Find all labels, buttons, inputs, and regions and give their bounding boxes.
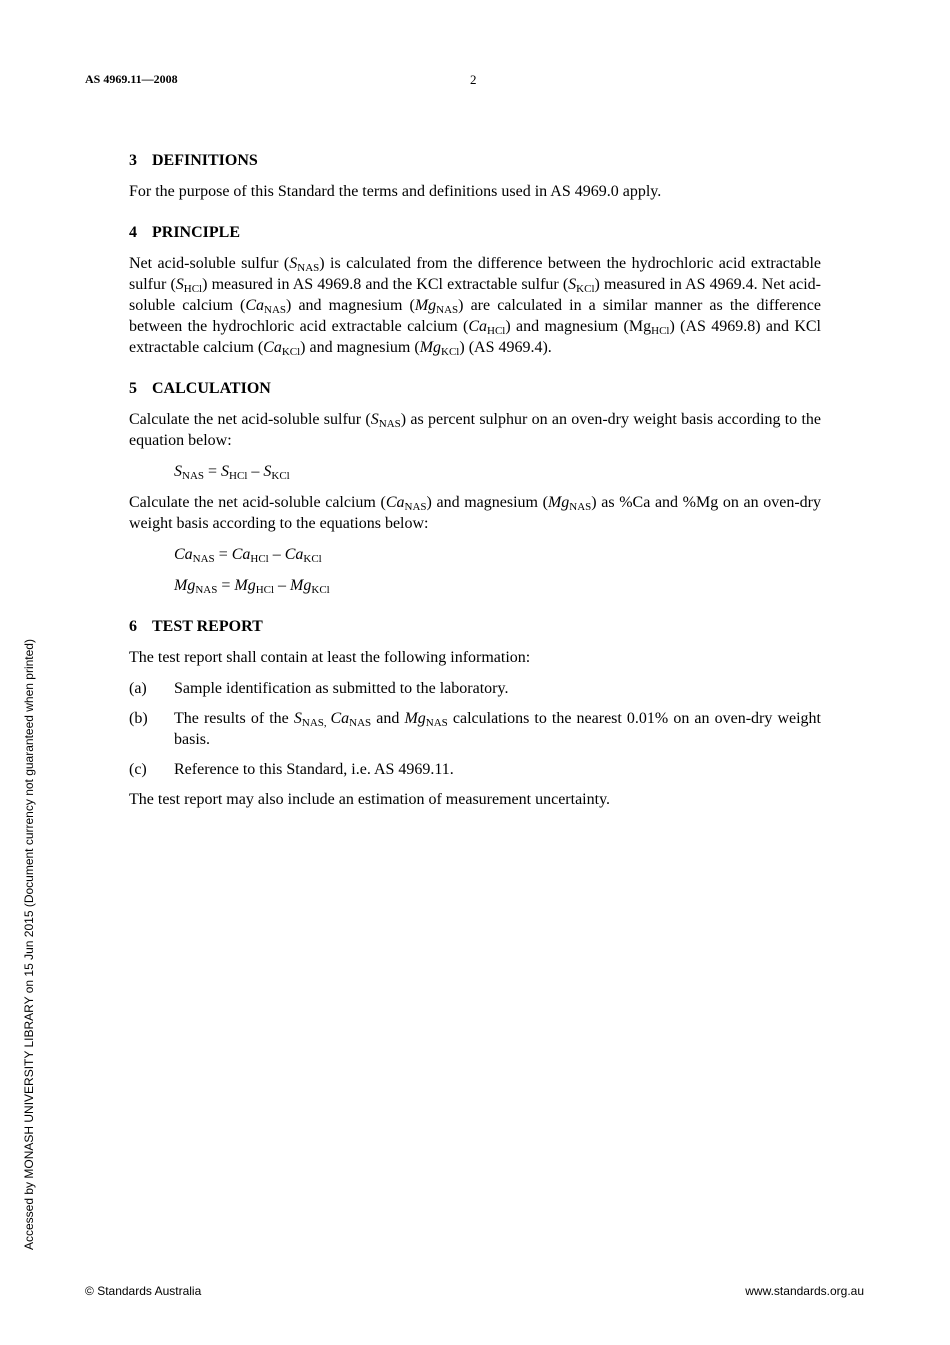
section-test-report: [129, 616, 821, 810]
page-body: [129, 150, 821, 830]
section-definitions: [129, 150, 821, 202]
section-heading: [129, 222, 821, 243]
definitions-text: For the purpose of this Standard the terms and definitions used in AS 4969.0 apply.: [129, 183, 662, 200]
section-heading: [129, 378, 821, 399]
section-principle: [129, 222, 821, 358]
list-item: [129, 678, 821, 699]
list-item: [129, 759, 821, 780]
section-title: CALCULATION: [152, 380, 271, 397]
footer-copyright: [85, 1284, 201, 1298]
section-number: 3: [129, 152, 137, 169]
page-number: 2: [470, 72, 477, 87]
section-title: DEFINITIONS: [152, 152, 258, 169]
list-item-label: (c): [129, 761, 147, 778]
copyright-icon: ©: [85, 1284, 94, 1298]
list-item-label: (b): [129, 710, 148, 727]
footer-publisher: Standards Australia: [97, 1284, 202, 1298]
list-item-label: (a): [129, 680, 147, 697]
section-heading: [129, 150, 821, 171]
list-item: [129, 708, 821, 750]
list-item-text: Reference to this Standard, i.e. AS 4969.11.: [174, 761, 454, 778]
equation-calcium: $Ca_{NAS} = Ca_{HCl} - Ca_{KCl}$: [174, 546, 322, 565]
section-title: TEST REPORT: [152, 618, 263, 635]
list-item-text: The results of the $S_{NAS,}$ $Ca_{NAS}$ and $Mg_{NAS}$ calculations to the nearest 0.01% on an oven-dry weight basis.: [174, 710, 822, 748]
list-item-text: Sample identification as submitted to the laboratory.: [174, 680, 509, 697]
section-number: 6: [129, 618, 137, 635]
section-title: PRINCIPLE: [152, 224, 241, 241]
equation-magnesium: $Mg_{NAS} = Mg_{HCl} - Mg_{KCl}$: [174, 577, 330, 596]
section-heading: [129, 616, 821, 637]
access-watermark: Accessed by MONASH UNIVERSITY LIBRARY on 15 Jun 2015 (Document currency not guaranteed when printed): [22, 639, 36, 1250]
equation-sulfur: $S_{NAS} = S_{HCl} - S_{KCl}$: [174, 463, 290, 482]
section-number: 5: [129, 380, 137, 397]
calculation-sulfur-text: Calculate the net acid-soluble sulfur $(S_{NAS})$ as percent sulphur on an oven-dry weight basis according to the equation below:: [129, 411, 822, 449]
section-number: 4: [129, 224, 137, 241]
footer-website-link[interactable]: www.standards.org.au: [745, 1284, 864, 1298]
calculation-ca-mg-text: Calculate the net acid-soluble calcium $(Ca_{NAS})$ and magnesium $(Mg_{NAS})$ as %Ca and %Mg on an oven-dry weight basis according to the equations below:: [129, 494, 821, 532]
test-report-intro: The test report shall contain at least the following information:: [129, 649, 531, 666]
document-designation: AS 4969.11—2008: [85, 72, 178, 86]
test-report-closing: The test report may also include an estimation of measurement uncertainty.: [129, 791, 611, 808]
section-calculation: [129, 378, 821, 596]
principle-text: Net acid-soluble sulfur $(S_{NAS})$ is calculated from the difference between the hydrochloric acid extractable sulfur $(S_{HCl})$ measured in AS 4969.8 and the KCl extractable sulfur $(S_{KCl})$ measured in AS 4969.4. Net acid-soluble calcium $(Ca_{NAS})$ and magnesium $(Mg_{NAS})$ are calculated in a similar manner as the difference between the hydrochloric acid extractable calcium $(Ca_{HCl})$ and magnesium $(Mg_{HCl})$ (AS 4969.8) and KCl extractable calcium $(Ca_{KCl})$ and magnesium $(Mg_{KCl})$ (AS 4969.4).: [129, 255, 822, 358]
